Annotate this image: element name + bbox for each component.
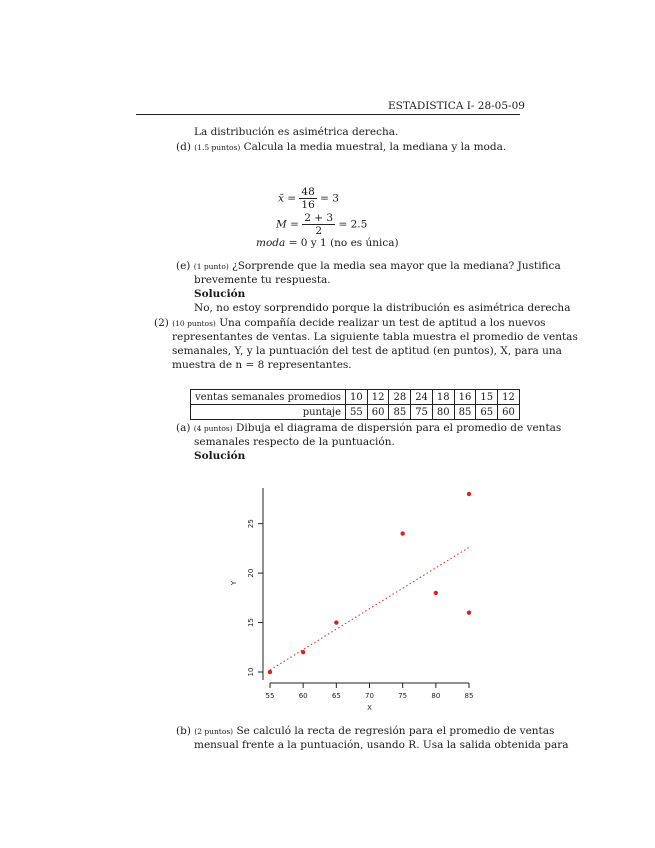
- item-e-text-cont: brevemente tu respuesta.: [194, 274, 331, 286]
- y-tick-label: 25: [247, 519, 255, 529]
- table-cell: 65: [476, 405, 498, 420]
- item-b-label: (b): [176, 725, 191, 737]
- x-tick-label: 55: [265, 692, 275, 700]
- table-cell: 75: [411, 405, 433, 420]
- data-point: [467, 610, 471, 614]
- data-point: [268, 670, 272, 674]
- mode-result: 0 y 1 (no es única): [300, 237, 399, 249]
- regression-line: [270, 547, 469, 670]
- table-row-label: puntaje: [191, 405, 346, 420]
- item-a-text: Dibuja el diagrama de dispersión para el promedio de ventas: [236, 422, 562, 434]
- data-point: [434, 591, 438, 595]
- equals-sign: =: [287, 192, 297, 205]
- item-b-points: (2 puntos): [194, 727, 234, 736]
- mean-result: = 3: [320, 192, 339, 205]
- question-2-text-3: semanales, Y, y la puntuación del test de aptitud (en puntos), X, para una: [172, 345, 562, 357]
- equals-sign: =: [288, 237, 298, 249]
- median-denominator: 2: [315, 225, 323, 237]
- item-a-solution-label: Solución: [194, 450, 246, 462]
- table-cell: 24: [411, 390, 433, 405]
- table-cell: 80: [432, 405, 454, 420]
- item-e-solution-text: No, no estoy sorprendido porque la distribución es asimétrica derecha: [194, 302, 571, 314]
- data-point: [301, 650, 305, 654]
- table-cell: 85: [454, 405, 476, 420]
- question-2-points: (10 puntos): [172, 319, 216, 328]
- table-cell: 12: [367, 390, 389, 405]
- item-d-label: (d): [176, 141, 191, 153]
- table-cell: 12: [498, 390, 520, 405]
- x-tick-label: 60: [298, 692, 308, 700]
- y-axis-label: Y: [230, 580, 238, 586]
- item-e-label: (e): [176, 260, 191, 272]
- distribution-note: La distribución es asimétrica derecha.: [194, 126, 399, 138]
- table-cell: 85: [389, 405, 411, 420]
- item-b-text-cont: mensual frente a la puntuación, usando R. Usa la salida obtenida para: [194, 739, 569, 751]
- table-cell: 16: [454, 390, 476, 405]
- median-result: = 2.5: [338, 218, 368, 231]
- x-tick-label: 65: [331, 692, 341, 700]
- item-a-points: (4 puntos): [193, 424, 233, 433]
- item-e-text: ¿Sorprende que la media sea mayor que la mediana? Justifica: [232, 260, 561, 272]
- table-row-label: ventas semanales promedios: [191, 390, 346, 405]
- question-2-text: Una compañía decide realizar un test de aptitud a los nuevos: [219, 317, 546, 329]
- x-tick-label: 75: [398, 692, 408, 700]
- plot-axes: [230, 488, 473, 712]
- item-a-text-cont: semanales respecto de la puntuación.: [194, 436, 395, 448]
- x-tick-label: 85: [464, 692, 474, 700]
- item-b: [176, 725, 554, 737]
- data-point: [400, 531, 404, 535]
- equals-sign: =: [290, 218, 299, 231]
- table-cell: 28: [389, 390, 411, 405]
- median-symbol: M: [276, 218, 287, 231]
- mean-numerator: 48: [301, 186, 315, 198]
- y-tick-label: 20: [247, 568, 255, 578]
- table-cell: 15: [476, 390, 498, 405]
- question-2-text-2: representantes de ventas. La siguiente tabla muestra el promedio de ventas: [172, 331, 578, 343]
- y-tick-label: 15: [247, 618, 255, 628]
- item-a-label: (a): [176, 422, 191, 434]
- question-2-text-4: muestra de n = 8 representantes.: [172, 359, 352, 371]
- item-d-text: Calcula la media muestral, la mediana y la moda.: [243, 141, 507, 153]
- item-d-points: (1.5 puntos): [194, 143, 241, 152]
- table-cell: 60: [367, 405, 389, 420]
- table-cell: 55: [345, 405, 367, 420]
- data-point: [467, 492, 471, 496]
- data-point: [334, 620, 338, 624]
- mean-denominator: 16: [301, 199, 315, 211]
- item-e-solution-label: Solución: [194, 288, 246, 300]
- y-tick-label: 10: [247, 667, 255, 677]
- mean-symbol: x̄: [278, 192, 284, 205]
- median-numerator: 2 + 3: [304, 212, 334, 224]
- x-tick-label: 70: [365, 692, 374, 700]
- table-cell: 10: [345, 390, 367, 405]
- item-e-points: (1 punto): [193, 262, 229, 271]
- mode-symbol: moda: [256, 237, 286, 249]
- page-header: ESTADISTICA I- 28-05-09: [388, 100, 525, 112]
- table-cell: 18: [432, 390, 454, 405]
- table-cell: 60: [498, 405, 520, 420]
- item-b-text: Se calculó la recta de regresión para el promedio de ventas: [236, 725, 555, 737]
- x-axis-label: X: [367, 704, 372, 712]
- question-2-label: (2): [154, 317, 169, 329]
- x-tick-label: 80: [431, 692, 441, 700]
- plot-marks: [268, 492, 471, 674]
